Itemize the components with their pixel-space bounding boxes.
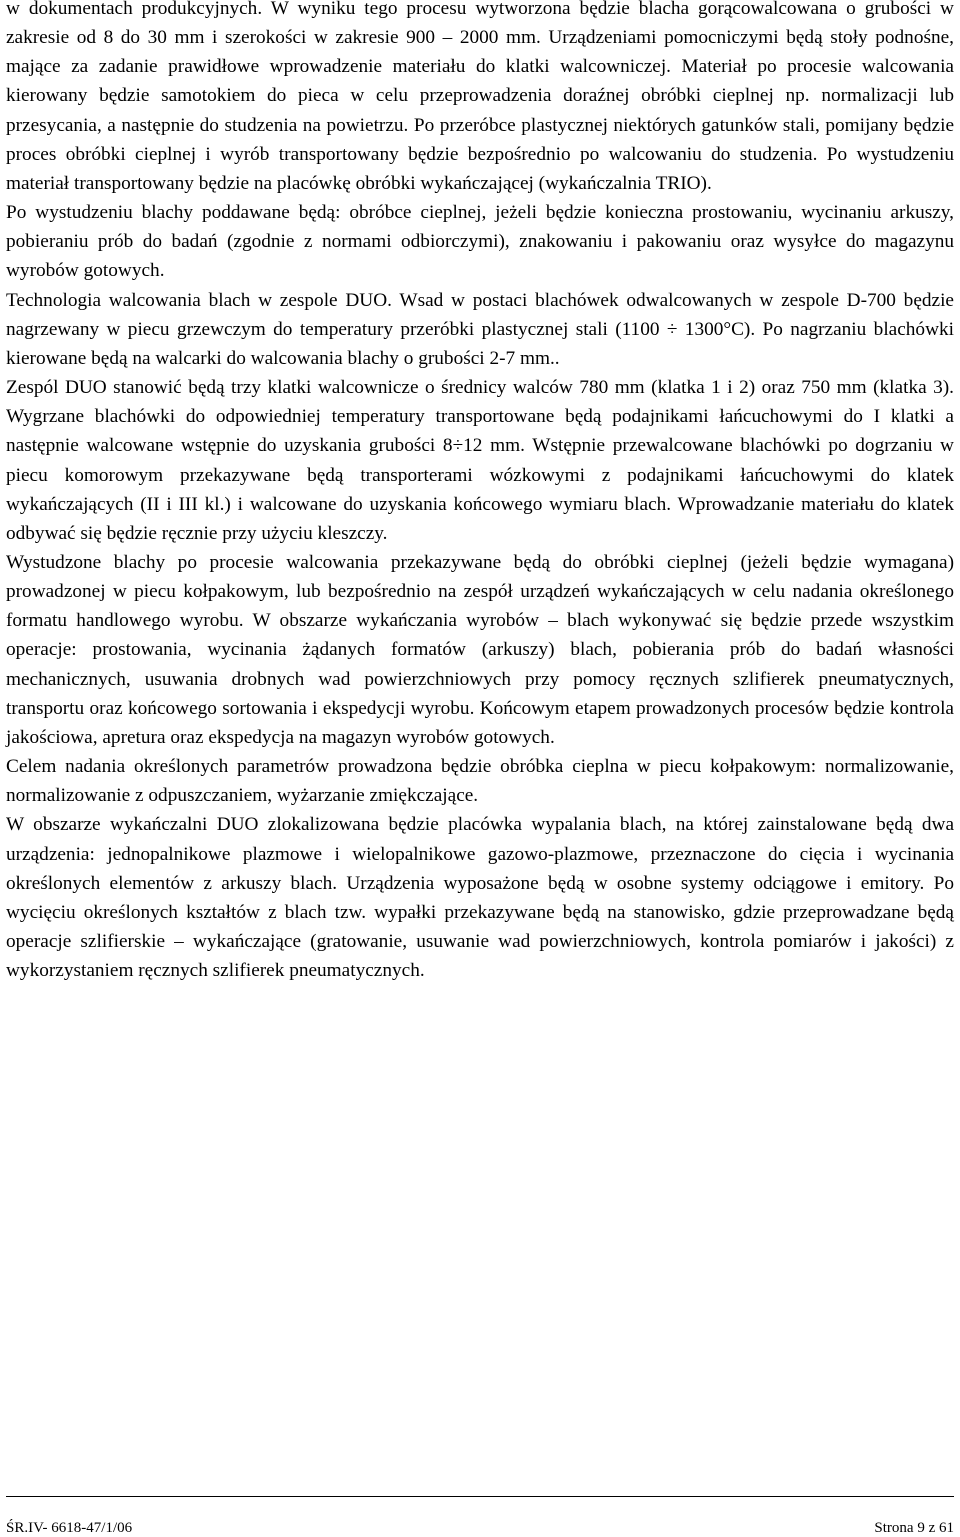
footer-divider	[6, 1496, 954, 1497]
paragraph-duo-stands: Zespól DUO stanowić będą trzy klatki walcownicze o średnicy walców 780 mm (klatka 1 i 2) oraz 750 mm (klatka 3). Wygrzane blachówki do odpowiedniej temperatury transportowane będą podajnikami łańcuchowymi do I klatki a następnie walcowane wstępnie do uzyskania grubości 8÷12 mm. Wstępnie przewalcowane blachówki po dogrzaniu w piecu komorowym przekazywane będą transporterami wózkowymi z podajnikami łańcuchowymi do klatek wykańczających (II i III kl.) i walcowane do uzyskania końcowego wymiaru blach. Wprowadzanie materiału do klatek odbywać się będzie ręcznie przy użyciu kleszczy.	[6, 377, 954, 544]
paragraph-heat-treatment: Celem nadania określonych parametrów prowadzona będzie obróbka cieplna w piecu kołpakowym: normalizowanie, normalizowanie z odpuszczaniem, wyżarzanie zmiękczające.	[6, 756, 954, 807]
paragraph-finishing: Wystudzone blachy po procesie walcowania przekazywane będą do obróbki cieplnej (jeżeli będzie wymagana) prowadzonej w piecu kołpakowym, lub bezpośrednio na zespół urządzeń wykańczających w celu nadania określonego formatu handlowego wyrobu. W obszarze wykańczania wyrobów – blach wykonywać się będzie przede wszystkim operacje: prostowania, wycinania żądanych formatów (arkuszy) blach, pobierania prób do badań własności mechanicznych, usuwania drobnych wad powierzchniowych przy pomocy ręcznych szlifierek pneumatycznych, transportu oraz końcowego sortowania i ekspedycji wyrobu. Końcowym etapem prowadzonych procesów będzie kontrola jakościowa, apretura oraz ekspedycja na magazyn wyrobów gotowych.	[6, 551, 954, 748]
paragraph-duo-technology: Technologia walcowania blach w zespole DUO. Wsad w postaci blachówek odwalcowanych w zespole D-700 będzie nagrzewany w piecu grzewczym do temperatury przeróbki plastycznej stali (1100 ÷ 1300°C). Po nagrzaniu blachówki kierowane będą na walcarki do walcowania blachy o grubości 2-7 mm..	[6, 289, 954, 369]
paragraph-trio-process: w dokumentach produkcyjnych. W wyniku tego procesu wytworzona będzie blacha gorącowalcowana o grubości w zakresie od 8 do 30 mm i szerokości w zakresie 900 – 2000 mm. Urządzeniami pomocniczymi będą stoły podnośne, mające za zadanie prawidłowe wprowadzenie materiału do klatki walcowniczej. Materiał po procesie walcowania kierowany będzie samotokiem do pieca w celu przeprowadzenia doraźnej obróbki cieplnej np. normalizacji lub przesycania, a następnie do studzenia na powietrzu. Po przeróbce plastycznej niektórych gatunków stali, pomijany będzie proces obróbki cieplnej i wyrób transportowany będzie bezpośrednio po walcowaniu do studzenia. Po wystudzeniu materiał transportowany będzie na placówkę obróbki wykańczającej (wykańczalnia TRIO).	[6, 0, 954, 194]
document-reference: ŚR.IV- 6618-47/1/06	[6, 1520, 133, 1536]
page-number: Strona 9 z 61	[874, 1520, 954, 1536]
document-body	[6, 0, 954, 985]
page-footer	[6, 1519, 954, 1537]
paragraph-cooling-operations: Po wystudzeniu blachy poddawane będą: obróbce cieplnej, jeżeli będzie konieczna prostowaniu, wycinaniu arkuszy, pobieraniu prób do badań (zgodnie z normami odbiorczymi), znakowaniu i pakowaniu oraz wysyłce do magazynu wyrobów gotowych.	[6, 202, 954, 282]
paragraph-plasma-cutting: W obszarze wykańczalni DUO zlokalizowana będzie placówka wypalania blach, na której zainstalowane będą dwa urządzenia: jednopalnikowe plazmowe i wielopalnikowe gazowo-plazmowe, przeznaczone do cięcia i wycinania określonych elementów z arkuszy blach. Urządzenia wyposażone będą w osobne systemy odciągowe i emitory. Po wycięciu określonych kształtów z blach tzw. wypałki przekazywane będą na stanowisko, gdzie przeprowadzane będą operacje szlifierskie – wykańczające (gratowanie, usuwanie wad powierzchniowych, kontrola pomiarów i jakości) z wykorzystaniem ręcznych szlifierek pneumatycznych.	[6, 814, 954, 982]
